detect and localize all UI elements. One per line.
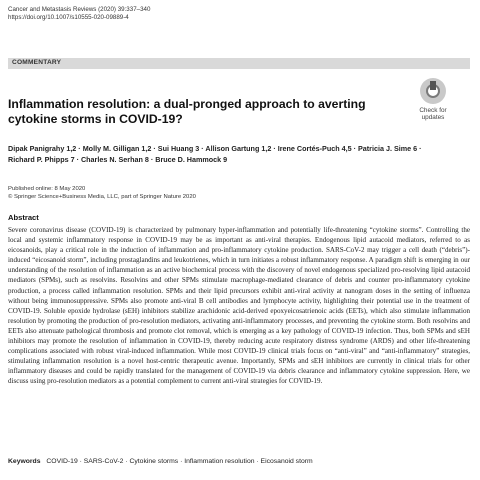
published-date: Published online: 8 May 2020: [8, 186, 86, 192]
keywords-label: Keywords: [8, 458, 41, 465]
abstract-heading: Abstract: [8, 213, 39, 222]
abstract-text: Severe coronavirus disease (COVID-19) is characterized by pulmonary hyper-inflammation and potentially life-threatening “cytokine storms”. Controlling the local and systemic inflammatory response in COVID-19 may be as important as anti-viral therapies. Endogenous lipid autacoid mediators, referred to as eicosanoids, play a critical role in the induction of inflammation and pro-inflammatory cytokine production. SARS-CoV-2 may trigger a cell death (“debris”)-induced “eicosanoid storm”, including prostaglandins and leukotrienes, which in turn initiates a robust inflammatory response. A paradigm shift is emerging in our understanding of the resolution of inflammation as an active biochemical process with the discovery of novel endogenous specialized pro-resolving lipid autacoid mediators (SPMs), such as resolvins. Resolvins and other SPMs stimulate macrophage-mediated clearance of debris and counter pro-inflammatory cytokine production, a process called inflammation resolution. SPMs and their lipid precursors exhibit anti-viral activity at nanogram doses in the setting of influenza without being immunosuppressive. SPMs also promote anti-viral B cell antibodies and lymphocyte activity, highlighting their potential use in the treatment of COVID-19. Soluble epoxide hydrolase (sEH) inhibitors stabilize arachidonic acid-derived epoxyeicosatrienoic acids (EETs), which also stimulate inflammation resolution by promoting the production of pro-resolution mediators, activating anti-inflammatory processes, and preventing the cytokine storm. Both resolvins and EETs also attenuate pathological thrombosis and promote clot removal, which is emerging as a key pathology of COVID-19 infection. Thus, both SPMs and sEH inhibitors may promote the resolution of inflammation in COVID-19, thereby reducing acute respiratory distress syndrome (ARDS) and other life-threatening complications associated with robust viral-induced inflammation. While most COVID-19 clinical trials focus on “anti-viral” and “anti-inflammatory” strategies, stimulating inflammation resolution is a novel host-centric therapeutic avenue. Importantly, SPMs and sEH inhibitors are currently in clinical trials for other inflammatory diseases and could be rapidly translated for the management of COVID-19 via debris clearance and inflammatory cytokine suppression. Here, we discuss using pro-resolution mediators as a potential complement to current anti-viral strategies for COVID-19.: [8, 226, 470, 386]
authors-line-2: Richard P. Phipps 7 · Charles N. Serhan 8 · Bruce D. Hammock 9: [8, 154, 228, 164]
doi-link[interactable]: https://doi.org/10.1007/s10555-020-09889-4: [8, 14, 129, 22]
publication-info: [8, 185, 196, 201]
authors-line-1: Dipak Panigrahy 1,2 · Molly M. Gilligan 1,2 · Sui Huang 3 · Allison Gartung 1,2 · Irene Cortés-Puch 4,5 · Patricia J. Sime 6 ·: [8, 144, 422, 153]
journal-header: [8, 6, 150, 23]
check-for-updates-badge[interactable]: [409, 78, 457, 132]
author-list: [8, 144, 470, 165]
section-bar: [8, 58, 470, 69]
keywords: [8, 458, 313, 465]
check-for-updates-label: Check for updates: [419, 107, 447, 122]
copyright-notice: © Springer Science+Business Media, LLC, part of Springer Nature 2020: [8, 194, 196, 200]
article-title: Inflammation resolution: a dual-pronged approach to averting cytokine storms in COVID-19?: [8, 97, 366, 126]
journal-citation: Cancer and Metastasis Reviews (2020) 39:337–340: [8, 6, 151, 13]
keywords-list: COVID-19 · SARS-CoV-2 · Cytokine storms · Inflammation resolution · Eicosanoid storm: [46, 458, 313, 465]
section-label: COMMENTARY: [12, 59, 62, 66]
crossmark-icon: [420, 78, 446, 104]
